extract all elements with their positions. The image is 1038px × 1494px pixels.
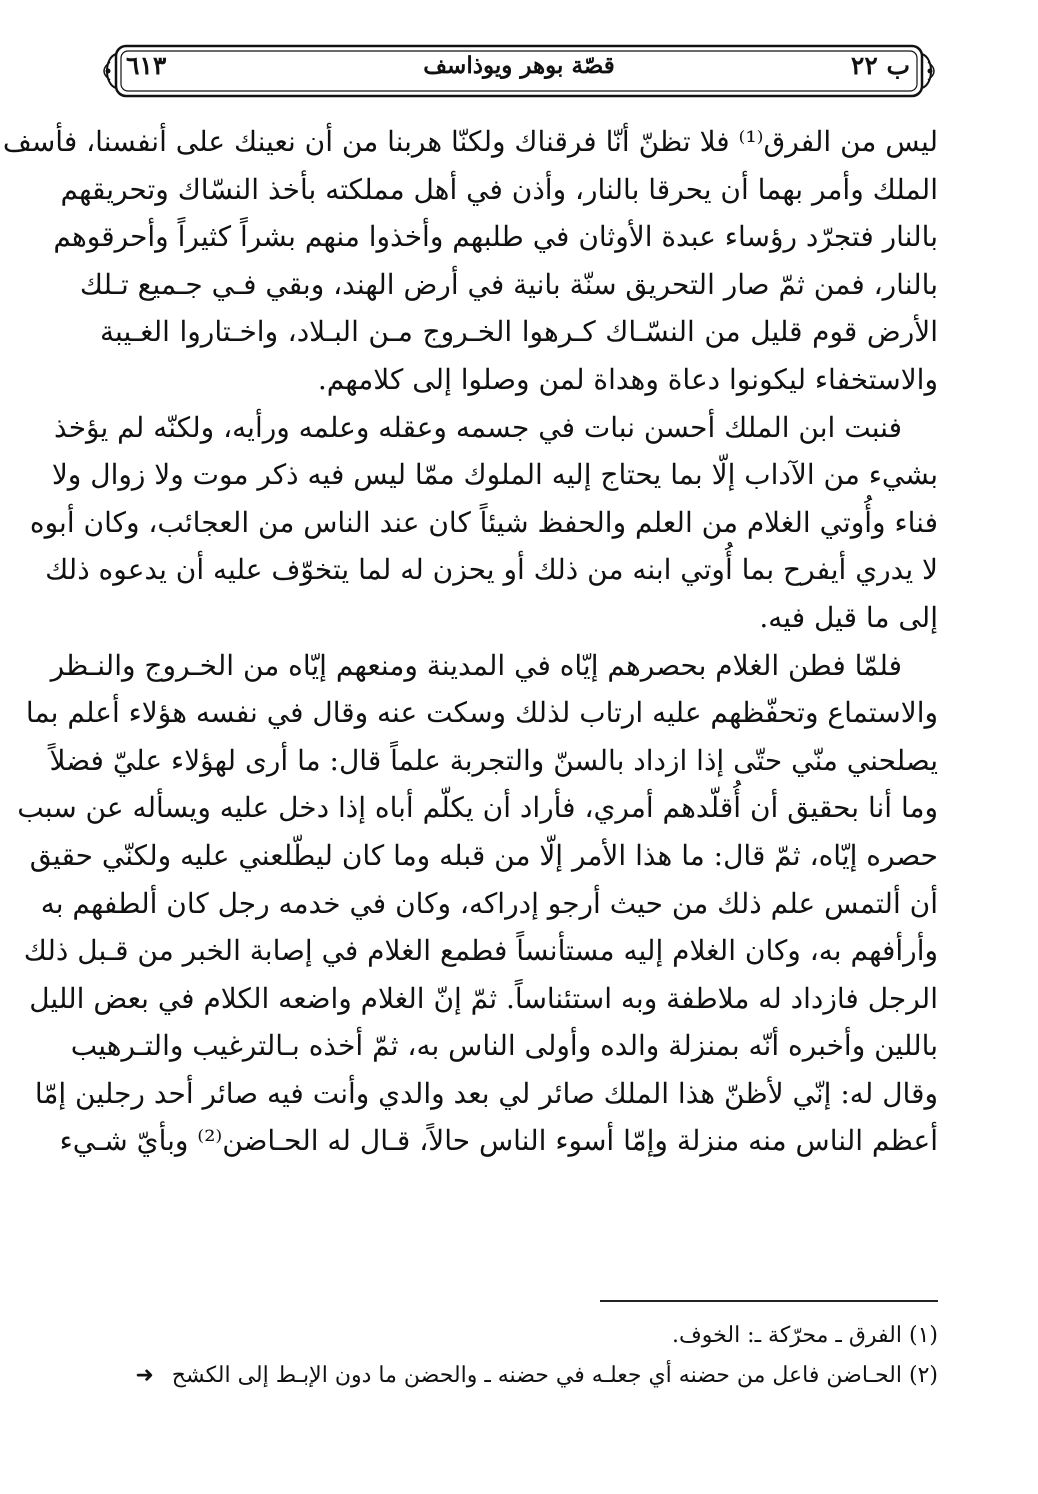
text-line: يصلحني منّي حتّى إذا ازداد بالسنّ والتجربة علماً قال: ما أرى لهؤلاء عليّ فضلاً xyxy=(49,743,938,777)
text-line: وما أنا بحقيق أن أُقلّدهم أمري، فأراد أن يكلّم أباه إذا دخل عليه ويسأله عن سبب xyxy=(17,791,938,825)
text-line: بالنار، فمن ثمّ صار التحريق سنّة بانية في أرض الهند، وبقي فـي جـميع تـلك xyxy=(79,267,938,301)
text-line: بشيء من الآداب إلّا بما يحتاج إليه الملوك ممّا ليس فيه ذكر موت ولا زوال ولا xyxy=(51,458,938,492)
text-line: أن ألتمس علم ذلك من حيث أرجو إدراكه، وكان في خدمه رجل كان ألطفهم به xyxy=(40,886,938,920)
paragraph-start-line: فلمّا فطن الغلام بحصرهم إيّاه في المدينة ومنعهم إيّاه من الخـروج والنـظر xyxy=(50,648,902,682)
page-number: ٦١٣ xyxy=(126,51,167,80)
page-title: قصّة بوهر ويوذاسف xyxy=(423,52,615,79)
running-header xyxy=(100,42,938,100)
text-line: بالنار فتجرّد رؤساء عبدة الأوثان في طلبهم وأخذوا منهم بشراً كثيراً وأحرقوهم xyxy=(53,220,938,254)
continuation-arrow-icon: ➜ xyxy=(135,1363,154,1388)
footnote-2-text: (٢) الحـاضن فاعل من حضنه أي جعلـه في حضنه ـ والحضن ما دون الإبـط إلى الكشح xyxy=(171,1363,938,1388)
text-line: وأرأفهم به، وكان الغلام إليه مستأنساً فطمع الغلام في إصابة الخبر من قـبل ذلك xyxy=(23,934,938,968)
text-line: الملك وأمر بهما أن يحرقا بالنار، وأذن في أهل مملكته بأخذ النسّاك وتحريقهم xyxy=(60,172,938,206)
footnote-2 xyxy=(100,1356,938,1396)
footnotes xyxy=(100,1316,938,1396)
text-line: الرجل فازداد له ملاطفة وبه استئناساً. ثمّ إنّ الغلام واضعه الكلام في بعض الليل xyxy=(29,981,938,1015)
section-label: ب ٢٢ xyxy=(850,51,910,80)
text-line: والاستخفاء ليكونوا دعاة وهداة لمن وصلوا إلى كلامهم. xyxy=(317,362,938,396)
text-line: وقال له: إنّي لأظنّ هذا الملك صائر لي بعد والدي وأنت فيه صائر أحد رجلين إمّا xyxy=(34,1076,938,1110)
text-line: الأرض قوم قليل من النسّـاك كـرهوا الخـروج مـن البـلاد، واخـتاروا الغـيبة xyxy=(100,315,938,349)
main-text xyxy=(2,118,938,1165)
footnote-1: (١) الفرق ـ محرّكة ـ: الخوف. xyxy=(672,1323,938,1348)
paragraph-start-line: فنبت ابن الملك أحسن نبات في جسمه وعقله وعلمه ورأيه، ولكنّه لم يؤخذ xyxy=(54,410,902,444)
text-line: حصره إيّاه، ثمّ قال: ما هذا الأمر إلّا من قبله وما كان ليطّلعني عليه ولكنّي حقيق xyxy=(29,838,938,872)
text-line: ليس من الفرق⁽¹⁾ فلا تظنّ أنّا فرقناك ولكنّا هربنا من أن نعينك على أنفسنا، فأسف xyxy=(2,125,938,158)
text-line: لا يدري أيفرح بما أُوتي ابنه من ذلك أو يحزن له لما يتخوّف عليه أن يدعوه ذلك xyxy=(45,553,938,587)
text-line: أعظم الناس منه منزلة وإمّا أسوء الناس حالاً، قـال له الحـاضن⁽²⁾ وبأيّ شـيء xyxy=(59,1124,938,1158)
text-line: والاستماع وتحفّظهم عليه ارتاب لذلك وسكت عنه وقال في نفسه هؤلاء أعلم بما xyxy=(25,696,938,730)
text-line: باللين وأخبره أنّه بمنزلة والده وأولى الناس به، ثمّ أخذه بـالترغيب والتـرهيب xyxy=(70,1029,938,1063)
text-line: فناء وأُوتي الغلام من العلم والحفظ شيئاً كان عند الناس من العجائب، وكان أبوه xyxy=(29,505,938,539)
footnote-divider xyxy=(600,1300,938,1302)
text-line: إلى ما قيل فيه. xyxy=(759,600,938,634)
